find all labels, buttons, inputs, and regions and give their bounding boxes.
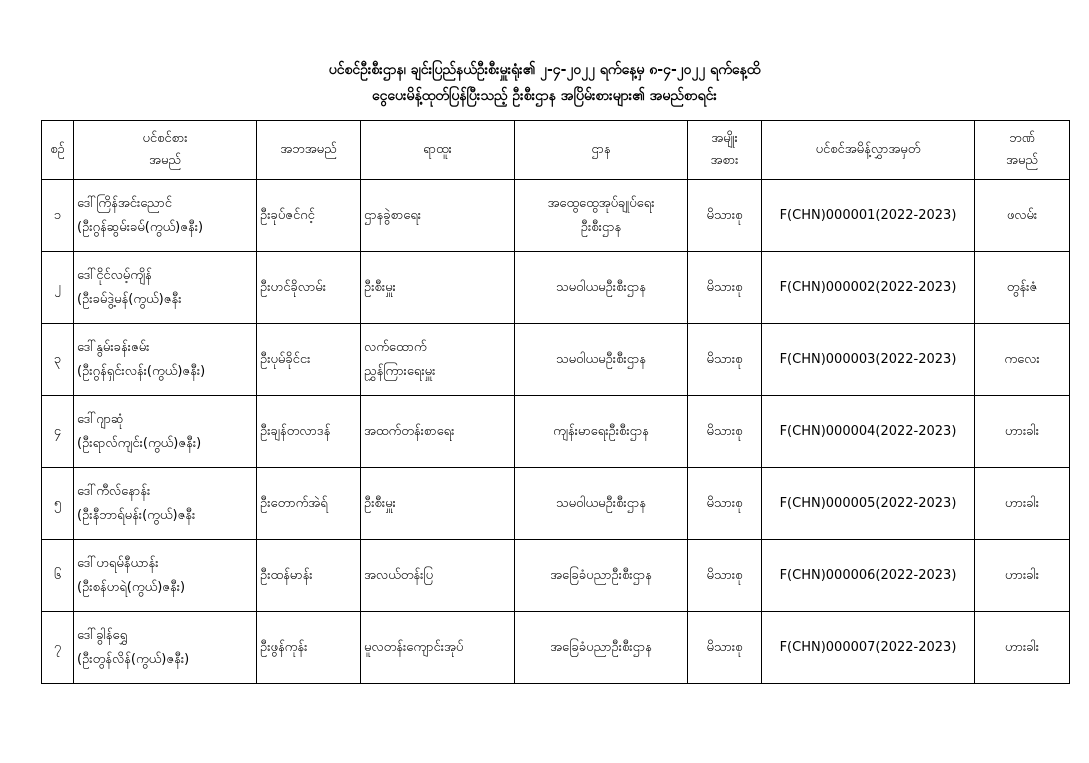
row-pensioner: ဒေါ်နွမ်းခန်းဇမ်း (ဦးဂွန်ရှင်းလန်း(ကွယ်)ဇနီး) [74,324,257,396]
row-type: မိသားစု [688,612,762,684]
row-father: ဦးတောက်အဲရ် [257,468,361,540]
row-bank: ဟားခါး [975,396,1070,468]
row-rank: ဦးစီးမှူး [361,468,515,540]
row-bank: ဟားခါး [975,540,1070,612]
row-pensioner: ဒေါ်ကီလ်နောန်း (ဦးနီဘာရ်မန်း(ကွယ်)ဇနီး [74,468,257,540]
row-rank: ဦးစီးမှူး [361,252,515,324]
table-row [42,612,1070,684]
row-pension-no: F(CHN)000007(2022-2023) [762,612,975,684]
row-pensioner: ဒေါ်ဟရမ်နီယာန်း (ဦးစန်ဟရဲ(ကွယ်)ဇနီး) [74,540,257,612]
row-pension-no: F(CHN)000006(2022-2023) [762,540,975,612]
row-father: ဦးဟင်ခိုလာမ်း [257,252,361,324]
document-title-line-1: ပင်စင်ဦးစီးဌာန၊ ချင်းပြည်နယ်ဦးစီးမှူးရုံး၏ ၂-၄-၂၀၂၂ ရက်နေ့မှ ၈-၄-၂၀၂၂ ရက်နေ့ထိ [328,62,761,78]
pensioner-table [41,120,1070,684]
header-pension-no: ပင်စင်အမိန့်လွှာအမှတ် [762,121,975,180]
row-no: ၄ [42,396,74,468]
row-no: ၂ [42,252,74,324]
row-type: မိသားစု [688,324,762,396]
table-row [42,468,1070,540]
table-row [42,252,1070,324]
row-department: သမဝါယမဦးစီးဌာန [515,468,688,540]
row-department: သမဝါယမဦးစီးဌာန [515,252,688,324]
row-type: မိသားစု [688,180,762,252]
row-no: ၃ [42,324,74,396]
row-type: မိသားစု [688,396,762,468]
row-rank: မူလတန်းကျောင်းအုပ် [361,612,515,684]
table-row [42,540,1070,612]
row-pension-no: F(CHN)000004(2022-2023) [762,396,975,468]
table-row [42,180,1070,252]
row-father: ဦးဖွန်ကုန်း [257,612,361,684]
row-bank: ဟားခါး [975,612,1070,684]
row-department: သမဝါယမဦးစီးဌာန [515,324,688,396]
row-type: မိသားစု [688,252,762,324]
header-no: စဉ် [42,121,74,180]
row-pension-no: F(CHN)000002(2022-2023) [762,252,975,324]
row-father: ဦးချန်တလာဒန် [257,396,361,468]
row-type: မိသားစု [688,540,762,612]
row-pensioner: ဒေါ်ခွါန်ရွှေ (ဦးတွန်လိန်(ကွယ်)ဇနီး) [74,612,257,684]
row-no: ၁ [42,180,74,252]
table-row [42,324,1070,396]
row-rank: အလယ်တန်းပြ [361,540,515,612]
row-pensioner: ဒေါ်ငိုင်လမ့်ကျိန် (ဦးခမ်ဒွဲ့မန်(ကွယ်)ဇနီး [74,252,257,324]
header-father: အဘအမည် [257,121,361,180]
row-father: ဦးခုပ်ဇင်ဂင့် [257,180,361,252]
row-pensioner: ဒေါ်ဂျာဆုံ (ဦးရာလ်ကျင်း(ကွယ်)ဇနီး) [74,396,257,468]
row-rank: ဌာနခွဲစာရေး [361,180,515,252]
row-pensioner: ဒေါ်ကြိန်အင်းညောင် (ဦးဂွန်ဆွမ်းခမ်(ကွယ်)ဇနီး) [74,180,257,252]
header-rank: ရာထူး [361,121,515,180]
row-pension-no: F(CHN)000003(2022-2023) [762,324,975,396]
row-type: မိသားစု [688,468,762,540]
header-type: အမျိုး အစား [688,121,762,180]
row-no: ၇ [42,612,74,684]
row-department: ကျန်းမာရေးဦးစီးဌာန [515,396,688,468]
header-department: ဌာန [515,121,688,180]
row-bank: ကလေး [975,324,1070,396]
row-father: ဦးထန်မာန်း [257,540,361,612]
row-bank: ဖလမ်း [975,180,1070,252]
row-bank: ဟားခါး [975,468,1070,540]
row-department: အခြေခံပညာဦးစီးဌာန [515,540,688,612]
header-bank: ဘဏ် အမည် [975,121,1070,180]
row-department: အခြေခံပညာဦးစီးဌာန [515,612,688,684]
row-rank: အထက်တန်းစာရေး [361,396,515,468]
table-row [42,396,1070,468]
header-row [42,121,1070,180]
row-rank: လက်ထောက် ညွှန်ကြားရေးမှူး [361,324,515,396]
header-pensioner: ပင်စင်စား အမည် [74,121,257,180]
row-no: ၆ [42,540,74,612]
row-department: အထွေထွေအုပ်ချုပ်ရေး ဦးစီးဌာန [515,180,688,252]
row-pension-no: F(CHN)000001(2022-2023) [762,180,975,252]
row-pension-no: F(CHN)000005(2022-2023) [762,468,975,540]
row-bank: တွန်းဇံ [975,252,1070,324]
row-father: ဦးပုမ်ခိုင်ငး [257,324,361,396]
row-no: ၅ [42,468,74,540]
document-title-line-2: ငွေပေးမိန့်ထုတ်ပြန်ပြီးသည့် ဦးစီးဌာန အပြိမ်းစားများ၏ အမည်စာရင်း [372,88,717,104]
